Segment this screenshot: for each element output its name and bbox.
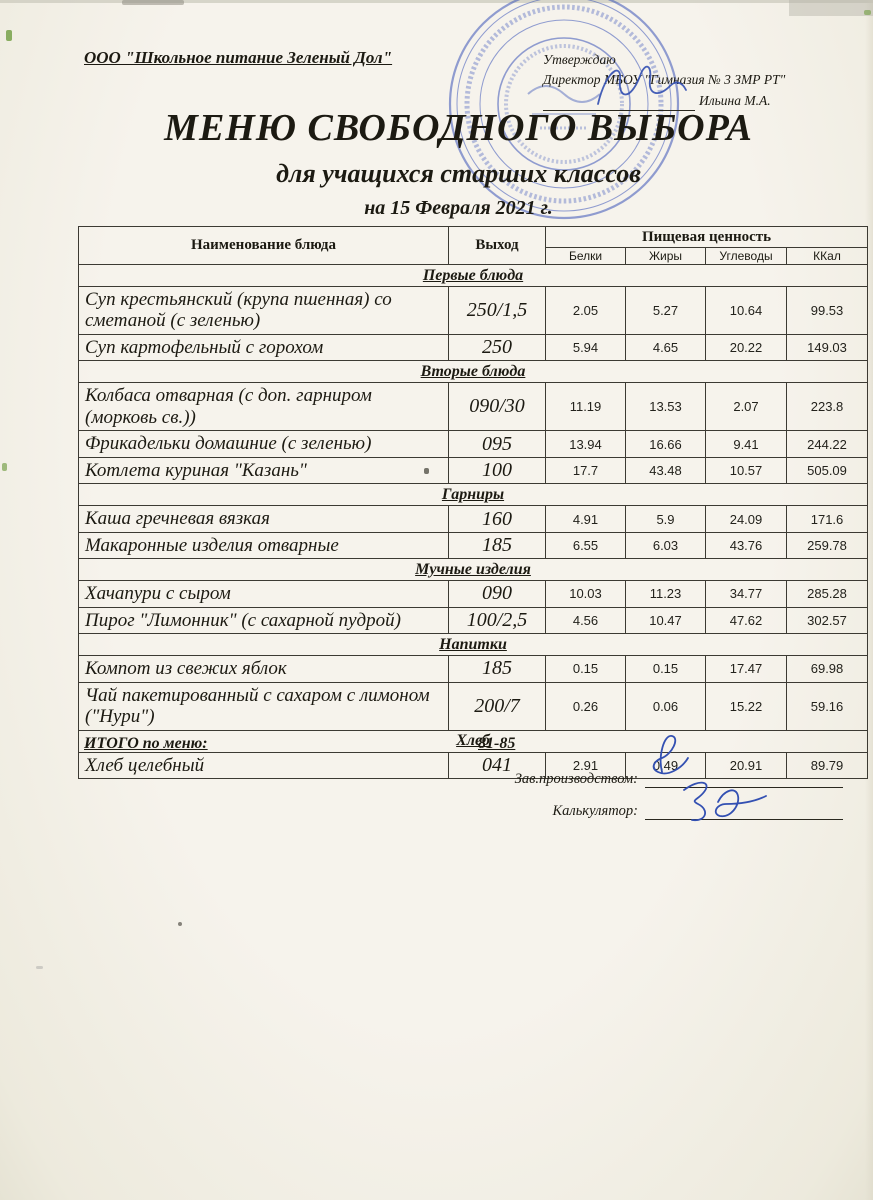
- kcal-cell: 149.03: [787, 334, 868, 360]
- output-cell: 250/1,5: [449, 287, 546, 335]
- page-date: на 15 Февраля 2021 г.: [364, 197, 553, 219]
- page-subtitle: для учащихся старших классов: [276, 159, 641, 188]
- kcal-cell: 244.22: [787, 431, 868, 457]
- scan-smudge: [789, 0, 873, 16]
- carbs-cell: 34.77: [706, 581, 787, 607]
- scan-speck: [6, 30, 12, 41]
- fat-cell: 5.9: [626, 506, 706, 532]
- scan-speck: [36, 966, 43, 969]
- fat-cell: 0.15: [626, 656, 706, 682]
- output-cell: 185: [449, 656, 546, 682]
- col-header-carbs: Углеводы: [706, 248, 787, 265]
- section-title-row: [79, 361, 868, 383]
- col-header-out: Выход: [449, 227, 546, 265]
- dish-name-cell: Чай пакетированный с сахаром с лимоном ("Нури"): [79, 682, 449, 730]
- section-title-row: [79, 265, 868, 287]
- approval-line2: Директор МБОУ "Гимназия № 3 ЗМР РТ": [543, 72, 786, 88]
- section-title: Хлеб: [456, 732, 490, 750]
- kcal-cell: 505.09: [787, 457, 868, 483]
- kcal-cell: 223.8: [787, 383, 868, 431]
- fat-cell: 6.03: [626, 532, 706, 558]
- protein-cell: 13.94: [546, 431, 626, 457]
- totals-row: [84, 735, 844, 753]
- col-header-kcal: ККал: [787, 248, 868, 265]
- table-row: [79, 506, 868, 532]
- output-cell: 250: [449, 334, 546, 360]
- total-label: ИТОГО по меню:: [84, 735, 208, 752]
- production-manager-label: Зав.производством:: [514, 770, 638, 787]
- output-cell: 100/2,5: [449, 607, 546, 633]
- kcal-cell: 285.28: [787, 581, 868, 607]
- col-header-name: Наименование блюда: [79, 227, 449, 265]
- total-value: 81-85: [478, 735, 516, 752]
- kcal-cell: 171.6: [787, 506, 868, 532]
- output-cell: 100: [449, 457, 546, 483]
- protein-cell: 6.55: [546, 532, 626, 558]
- menu-table: [78, 226, 868, 779]
- kcal-cell: 69.98: [787, 656, 868, 682]
- section-title-row: [79, 634, 868, 656]
- output-cell: 041: [449, 752, 546, 778]
- carbs-cell: 15.22: [706, 682, 787, 730]
- fat-cell: 5.27: [626, 287, 706, 335]
- output-cell: 095: [449, 431, 546, 457]
- dish-name-cell: Суп крестьянский (крупа пшенная) со сметаной (с зеленью): [79, 287, 449, 335]
- col-header-nutrition: Пищевая ценность: [546, 227, 868, 248]
- director-signature-icon: [592, 56, 692, 114]
- page-title: МЕНЮ СВОБОДНОГО ВЫБОРА: [164, 107, 753, 149]
- carbs-cell: 10.57: [706, 457, 787, 483]
- protein-cell: 2.91: [546, 752, 626, 778]
- table-row: [79, 457, 868, 483]
- section-title: Напитки: [439, 635, 507, 653]
- output-cell: 185: [449, 532, 546, 558]
- protein-cell: 4.56: [546, 607, 626, 633]
- fat-cell: 10.47: [626, 607, 706, 633]
- protein-cell: 0.26: [546, 682, 626, 730]
- approval-signer: Ильина М.А.: [699, 92, 771, 108]
- dish-name-cell: Котлета куриная "Казань": [79, 457, 449, 483]
- dish-name-cell: Фрикадельки домашние (с зеленью): [79, 431, 449, 457]
- carbs-cell: 47.62: [706, 607, 787, 633]
- output-cell: 090: [449, 581, 546, 607]
- title-block: [60, 106, 857, 220]
- col-header-protein: Белки: [546, 248, 626, 265]
- output-cell: 160: [449, 506, 546, 532]
- table-row: [79, 334, 868, 360]
- kcal-cell: 59.16: [787, 682, 868, 730]
- kcal-cell: 259.78: [787, 532, 868, 558]
- section-title: Первые блюда: [422, 266, 524, 284]
- dish-name-cell: Хлеб целебный: [79, 752, 449, 778]
- carbs-cell: 2.07: [706, 383, 787, 431]
- dish-name-cell: Хачапури с сыром: [79, 581, 449, 607]
- dish-name-cell: Компот из свежих яблок: [79, 656, 449, 682]
- scan-speck: [178, 922, 182, 926]
- fat-cell: 11.23: [626, 581, 706, 607]
- scan-smudge: [122, 0, 184, 5]
- dish-name-cell: Макаронные изделия отварные: [79, 532, 449, 558]
- protein-cell: 5.94: [546, 334, 626, 360]
- dish-name-cell: Пирог "Лимонник" (с сахарной пудрой): [79, 607, 449, 633]
- carbs-cell: 20.91: [706, 752, 787, 778]
- table-row: [79, 607, 868, 633]
- output-cell: 090/30: [449, 383, 546, 431]
- section-title-row: [79, 484, 868, 506]
- company-name: ООО "Школьное питание Зеленый Дол": [84, 48, 393, 67]
- dish-name-cell: Каша гречневая вязкая: [79, 506, 449, 532]
- fat-cell: 13.53: [626, 383, 706, 431]
- scan-speck: [2, 463, 7, 471]
- section-title: Гарниры: [441, 485, 505, 503]
- dish-name-cell: Колбаса отварная (с доп. гарниром (морковь св.)): [79, 383, 449, 431]
- calculator-signature-icon: [666, 772, 776, 828]
- protein-cell: 11.19: [546, 383, 626, 431]
- protein-cell: 17.7: [546, 457, 626, 483]
- kcal-cell: 89.79: [787, 752, 868, 778]
- dish-name-cell: Суп картофельный с горохом: [79, 334, 449, 360]
- fat-cell: 4.65: [626, 334, 706, 360]
- protein-cell: 2.05: [546, 287, 626, 335]
- kcal-cell: 302.57: [787, 607, 868, 633]
- section-title: Вторые блюда: [420, 362, 526, 380]
- scan-speck: [864, 10, 871, 15]
- table-header-row: [79, 227, 868, 248]
- table-row: [79, 656, 868, 682]
- carbs-cell: 9.41: [706, 431, 787, 457]
- carbs-cell: 24.09: [706, 506, 787, 532]
- section-title-row: [79, 559, 868, 581]
- protein-cell: 0.15: [546, 656, 626, 682]
- carbs-cell: 17.47: [706, 656, 787, 682]
- col-header-fat: Жиры: [626, 248, 706, 265]
- kcal-cell: 99.53: [787, 287, 868, 335]
- carbs-cell: 43.76: [706, 532, 787, 558]
- table-row: [79, 532, 868, 558]
- table-row: [79, 287, 868, 335]
- protein-cell: 4.91: [546, 506, 626, 532]
- calculator-label: Калькулятор:: [552, 802, 638, 819]
- table-row: [79, 581, 868, 607]
- section-title: Мучные изделия: [415, 560, 531, 578]
- fat-cell: 16.66: [626, 431, 706, 457]
- table-row: [79, 431, 868, 457]
- output-cell: 200/7: [449, 682, 546, 730]
- carbs-cell: 10.64: [706, 287, 787, 335]
- protein-cell: 10.03: [546, 581, 626, 607]
- fat-cell: 0.06: [626, 682, 706, 730]
- fat-cell: 0.49: [626, 752, 706, 778]
- table-row: [79, 682, 868, 730]
- table-row: [79, 383, 868, 431]
- fat-cell: 43.48: [626, 457, 706, 483]
- carbs-cell: 20.22: [706, 334, 787, 360]
- approval-line1: Утверждаю: [543, 52, 616, 67]
